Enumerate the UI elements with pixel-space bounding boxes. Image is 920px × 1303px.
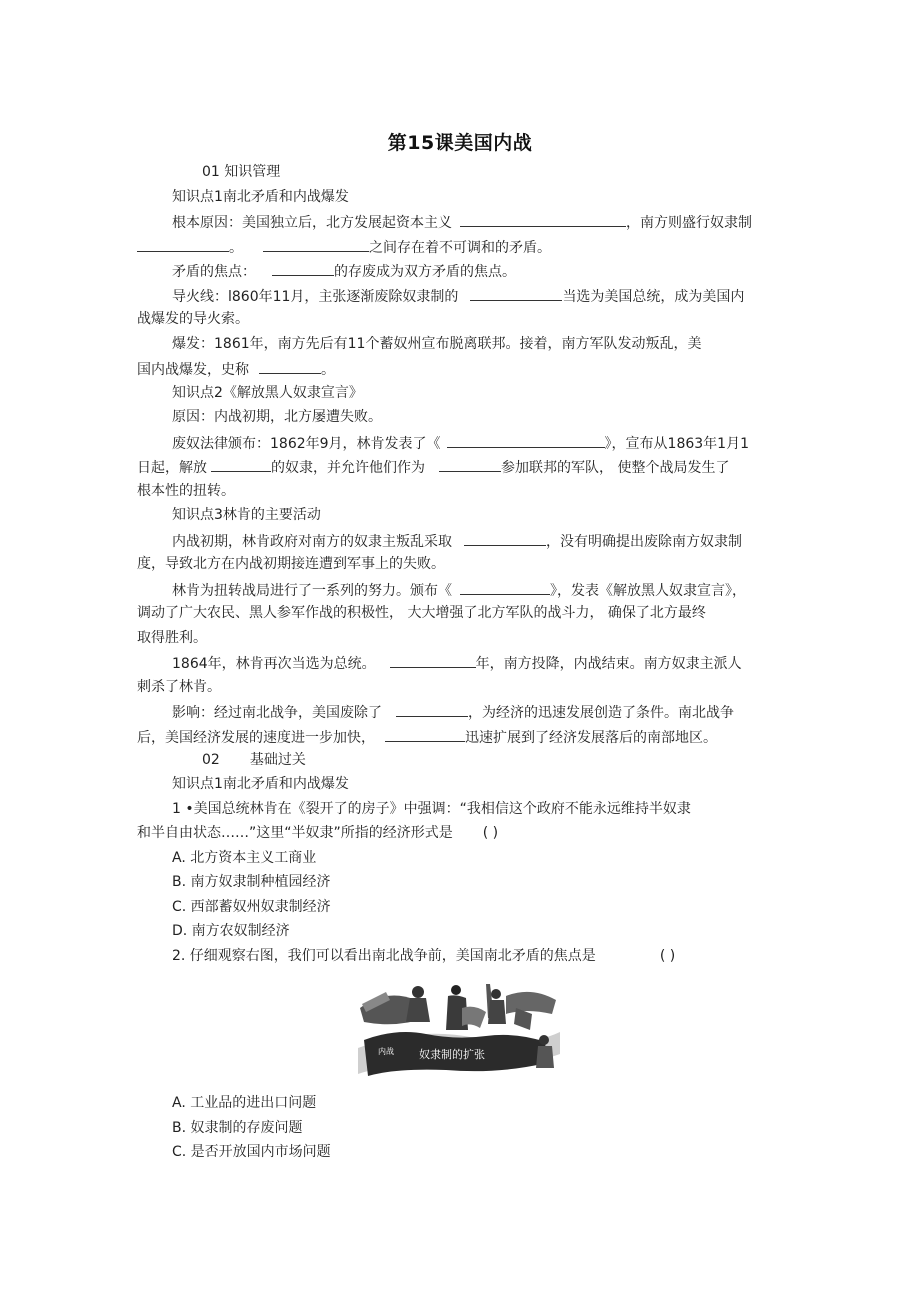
turn-line (172, 580, 746, 600)
fill-blank[interactable] (460, 212, 626, 227)
fill-blank[interactable] (460, 580, 550, 595)
text: 度，导致北方在内战初期接连遭到军事上的失败。 (137, 556, 445, 572)
text: 林肯为扭转战局进行了一系列的努力。颁布《 (172, 583, 452, 599)
text: 调动了广大农民、黑人参军作战的积极性， 大大增强了北方军队的战斗力， 确保了北方最终 (137, 605, 706, 621)
question-2-text: 2. 仔细观察右图，我们可以看出南北战争前，美国南北矛盾的焦点是 (172, 948, 596, 964)
text: 影响：经过南北战争，美国废除了 (172, 705, 382, 721)
text: ，为经济的迅速发展创造了条件。南北战争 (468, 705, 734, 721)
text: 导火线：l860年11月，主张逐渐废除奴隶制的 (172, 289, 459, 305)
focus-line (172, 261, 516, 281)
text: 废奴法律颁布：1862年9月，林肯发表了《 (172, 436, 441, 452)
text: 。 (229, 240, 243, 256)
text: 后，美国经济发展的速度进一步加快， (137, 730, 375, 746)
fill-blank[interactable] (259, 359, 321, 374)
reelection-line (172, 653, 742, 673)
option-c[interactable]: C. 是否开放国内市场问题 (172, 1144, 331, 1160)
text: 刺杀了林肯。 (137, 679, 221, 695)
impact-line (172, 702, 734, 722)
outbreak-line-2 (137, 359, 335, 379)
cartoon-illustration (356, 978, 562, 1082)
text: 。 (321, 362, 335, 378)
text: 根本原因：美国独立后，北方发展起资本主义 (172, 215, 452, 231)
fill-blank[interactable] (470, 286, 562, 301)
text: 日起，解放 (137, 460, 207, 476)
root-cause-line-2 (137, 237, 551, 257)
section-title: 基础过关 (249, 752, 306, 768)
section-heading: 01 知识管理 (202, 164, 281, 180)
text: 1864年，林肯再次当选为总统。 (172, 656, 376, 672)
fill-blank[interactable] (390, 653, 476, 668)
fill-blank[interactable] (272, 261, 334, 276)
fill-blank[interactable] (439, 457, 501, 472)
answer-paren[interactable]: ( ) (659, 948, 676, 964)
option-b[interactable]: B. 奴隶制的存废问题 (172, 1120, 303, 1136)
text: 和半自由状态……”这里“半奴隶”所指的经济形式是 (137, 825, 453, 841)
law-line-2 (137, 457, 729, 477)
figure-label: 内战 (378, 1047, 394, 1056)
fill-blank[interactable] (211, 457, 271, 472)
text: 》，发表《解放黑人奴隶宣言》， (550, 583, 746, 599)
law-line (172, 433, 749, 453)
fill-blank[interactable] (385, 727, 465, 742)
fuse-line (172, 286, 744, 306)
text: 国内战爆发，史称 (137, 362, 249, 378)
text: 矛盾的焦点： (172, 264, 256, 280)
knowledge-point-heading: 知识点2《解放黑人奴隶宣言》 (172, 385, 363, 401)
early-war-line (172, 531, 742, 551)
text: 爆发：1861年，南方先后有11个蓄奴州宣布脱离联邦。接着，南方军队发动叛乱，美 (172, 336, 702, 352)
section-number: 02 (202, 752, 220, 768)
text: 原因：内战初期，北方屡遭失败。 (172, 409, 382, 425)
question-1-text: 1 •美国总统林肯在《裂开了的房子》中强调：“我相信这个政府不能永远维持半奴隶 (172, 801, 691, 817)
impact-line-2 (137, 727, 717, 747)
knowledge-point-heading: 知识点1南北矛盾和内战爆发 (172, 776, 349, 792)
text: 取得胜利。 (137, 630, 207, 646)
option-d[interactable]: D. 南方农奴制经济 (172, 923, 290, 939)
section-heading (202, 751, 306, 769)
root-cause-line (172, 212, 752, 232)
knowledge-point-heading: 知识点3林肯的主要活动 (172, 507, 321, 523)
text: 年，南方投降，内战结束。南方奴隶主派人 (475, 656, 742, 672)
text: 当选为美国总统，成为美国内 (562, 289, 745, 305)
answer-paren[interactable]: ( ) (482, 825, 499, 841)
knowledge-point-heading: 知识点1南北矛盾和内战爆发 (172, 189, 349, 205)
text: 之间存在着不可调和的矛盾。 (369, 240, 551, 256)
page-title: 第15课美国内战 (387, 132, 533, 154)
text: ，没有明确提出废除南方奴隶制 (546, 534, 742, 550)
option-a[interactable]: A. 北方资本主义工商业 (172, 850, 317, 866)
text: 的存废成为双方矛盾的焦点。 (334, 264, 516, 280)
text: 》，宣布从1863年1月1 (604, 436, 749, 452)
question-1-line-2 (137, 824, 498, 842)
text: 内战初期，林肯政府对南方的奴隶主叛乱采取 (172, 534, 452, 550)
fill-blank[interactable] (263, 237, 369, 252)
text: 参加联邦的军队， 使整个战局发生了 (501, 460, 730, 476)
text: 的奴隶，并允许他们作为 (271, 460, 425, 476)
text: ，南方则盛行奴隶制 (626, 215, 752, 231)
text: 战爆发的导火索。 (137, 311, 249, 327)
fill-blank[interactable] (447, 433, 605, 448)
fill-blank[interactable] (137, 237, 229, 252)
text: 迅速扩展到了经济发展落后的南部地区。 (465, 730, 717, 746)
fill-blank[interactable] (464, 531, 546, 546)
option-b[interactable]: B. 南方奴隶制种植园经济 (172, 874, 331, 890)
option-a[interactable]: A. 工业品的进出口问题 (172, 1095, 317, 1111)
text: 根本性的扭转。 (137, 483, 235, 499)
fill-blank[interactable] (396, 702, 468, 717)
figure-caption: 奴隶制的扩张 (419, 1048, 485, 1061)
question-2-line (172, 947, 675, 965)
option-c[interactable]: C. 西部蓄奴州奴隶制经济 (172, 899, 331, 915)
